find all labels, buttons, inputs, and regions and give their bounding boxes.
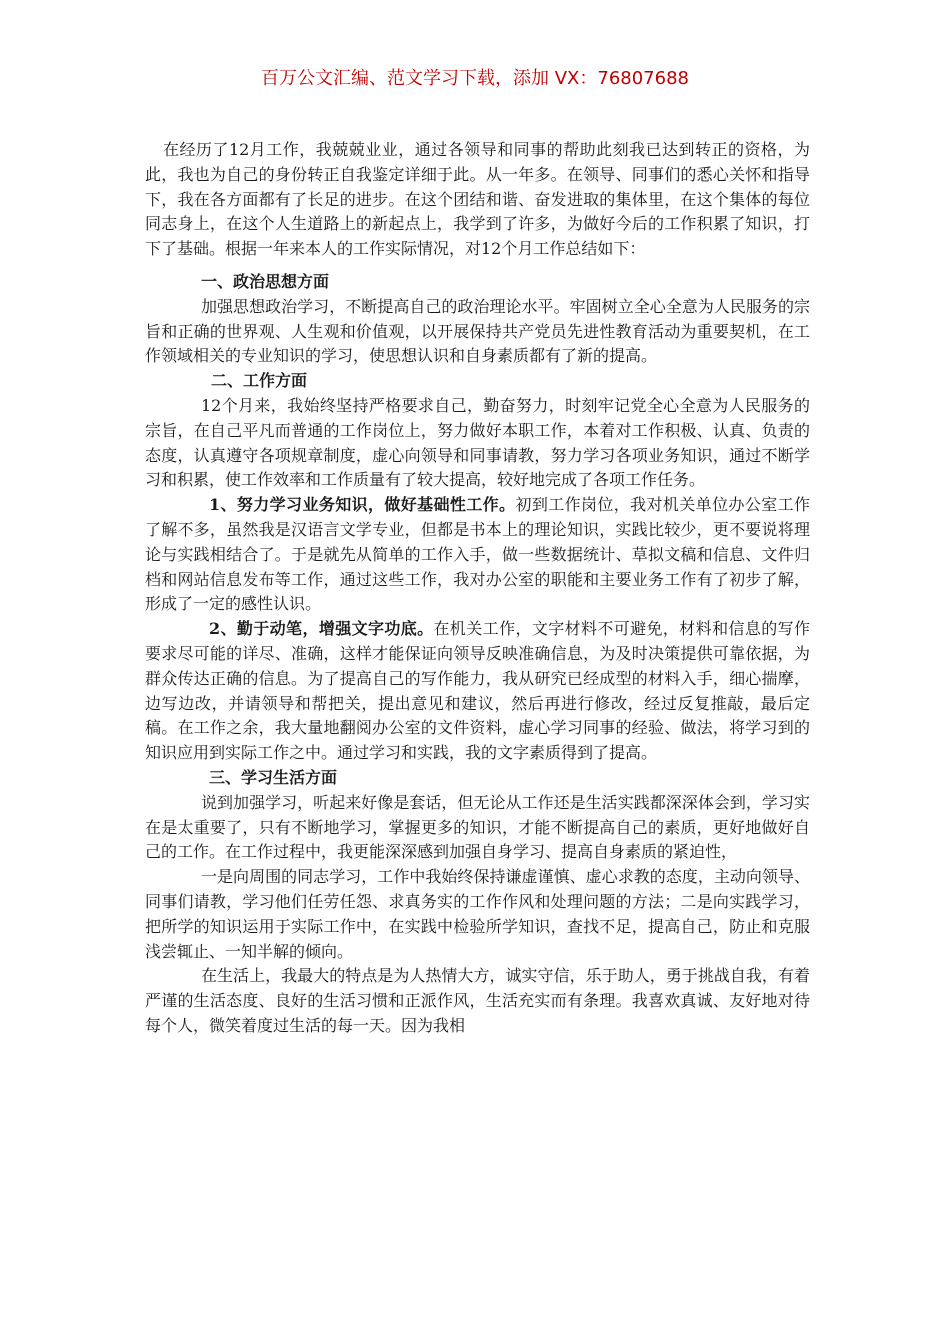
subsection-1-text: 初到工作岗位，我对机关单位办公室工作了解不多，虽然我是汉语言文学专业，但都是书本上的理论知识，实践比较少，更不要说将理论与实践相结合了。于是就先从简单的工作入手，做一些数据统计、草拟文稿和信息、文件归档和网站信息发布等工作，通过这些工作，我对办公室的职能和主要业务工作有了初步了解，形成了一定的感性认识。 (145, 495, 810, 614)
document-body (145, 138, 810, 1039)
section-2-paragraph: 12个月来，我始终坚持严格要求自己，勤奋努力，时刻牢记党全心全意为人民服务的宗旨，在自己平凡而普通的工作岗位上，努力做好本职工作，本着对工作积极、认真、负责的态度，认真遵守各项规章制度，虚心向领导和同事请教，努力学习各项业务知识，通过不断学习和积累，使工作效率和工作质量有了较大提高，较好地完成了各项工作任务。 (145, 395, 810, 490)
subsection-1-heading: 1、努力学习业务知识，做好基础性工作。 (209, 495, 516, 515)
header-banner: 百万公文汇编、范文学习下载，添加 VX：76807688 (261, 68, 689, 89)
section-3-paragraph-1: 说到加强学习，听起来好像是套话，但无论从工作还是生活实践都深深体会到，学习实在是太重要了，只有不断地学习，掌握更多的知识，才能不断提高自己的素质，更好地做好自己的工作。在工作过程中，我更能深深感到加强自身学习、提高自身素质的紧迫性， (145, 792, 810, 862)
section-2-heading: 二、工作方面 (211, 371, 308, 391)
section-3-heading: 三、学习生活方面 (209, 767, 338, 787)
subsection-1-paragraph (145, 493, 810, 617)
subsection-2-paragraph (145, 617, 810, 766)
section-3-paragraph-3: 在生活上，我最大的特点是为人热情大方，诚实守信，乐于助人，勇于挑战自我，有着严谨的生活态度、良好的生活习惯和正派作风，生活充实而有条理。我喜欢真诚、友好地对待每个人，微笑着度过生活的每一天。因为我相 (145, 966, 810, 1035)
subsection-2-heading: 2、勤于动笔，增强文字功底。 (209, 619, 434, 639)
section-1-paragraph: 加强思想政治学习，不断提高自己的政治理论水平。牢固树立全心全意为人民服务的宗旨和正确的世界观、人生观和价值观，以开展保持共产党员先进性教育活动为重要契机，在工作领域相关的专业知识的学习，使思想认识和自身素质都有了新的提高。 (145, 296, 810, 366)
subsection-2-text: 在机关工作，文字材料不可避免，材料和信息的写作要求尽可能的详尽、准确，这样才能保证向领导反映准确信息，为及时决策提供可靠依据，为群众传达正确的信息。为了提高自己的写作能力，我从研究已经成型的材料入手，细心揣摩，边写边改，并请领导和帮把关，提出意见和建议，然后再进行修改，经过反复推敲，最后定稿。在工作之余，我大量地翻阅办公室的文件资料，虚心学习同事的经验、做法，将学习到的知识应用到实际工作之中。通过学习和实践，我的文字素质得到了提高。 (145, 619, 810, 763)
section-1-heading: 一、政治思想方面 (201, 271, 330, 291)
section-3-paragraph-2: 一是向周围的同志学习，工作中我始终保持谦虚谨慎、虚心求教的态度，主动向领导、同事们请教，学习他们任劳任怨、求真务实的工作作风和处理问题的方法；二是向实践学习，把所学的知识运用于实际工作中，在实践中检验所学知识，查找不足，提高自己，防止和克服浅尝辄止、一知半解的倾向。 (145, 867, 810, 961)
intro-paragraph: 在经历了12月工作，我兢兢业业，通过各领导和同事的帮助此刻我已达到转正的资格，为此，我也为自己的身份转正自我鉴定详细于此。从一年多。在领导、同事们的悉心关怀和指导下，我在各方面都有了长足的进步。在这个团结和谐、奋发进取的集体里，在这个集体的每位同志身上，在这个人生道路上的新起点上，我学到了许多，为做好今后的工作积累了知识，打下了基础。根据一年来本人的工作实际情况，对12个月工作总结如下： (145, 140, 810, 259)
